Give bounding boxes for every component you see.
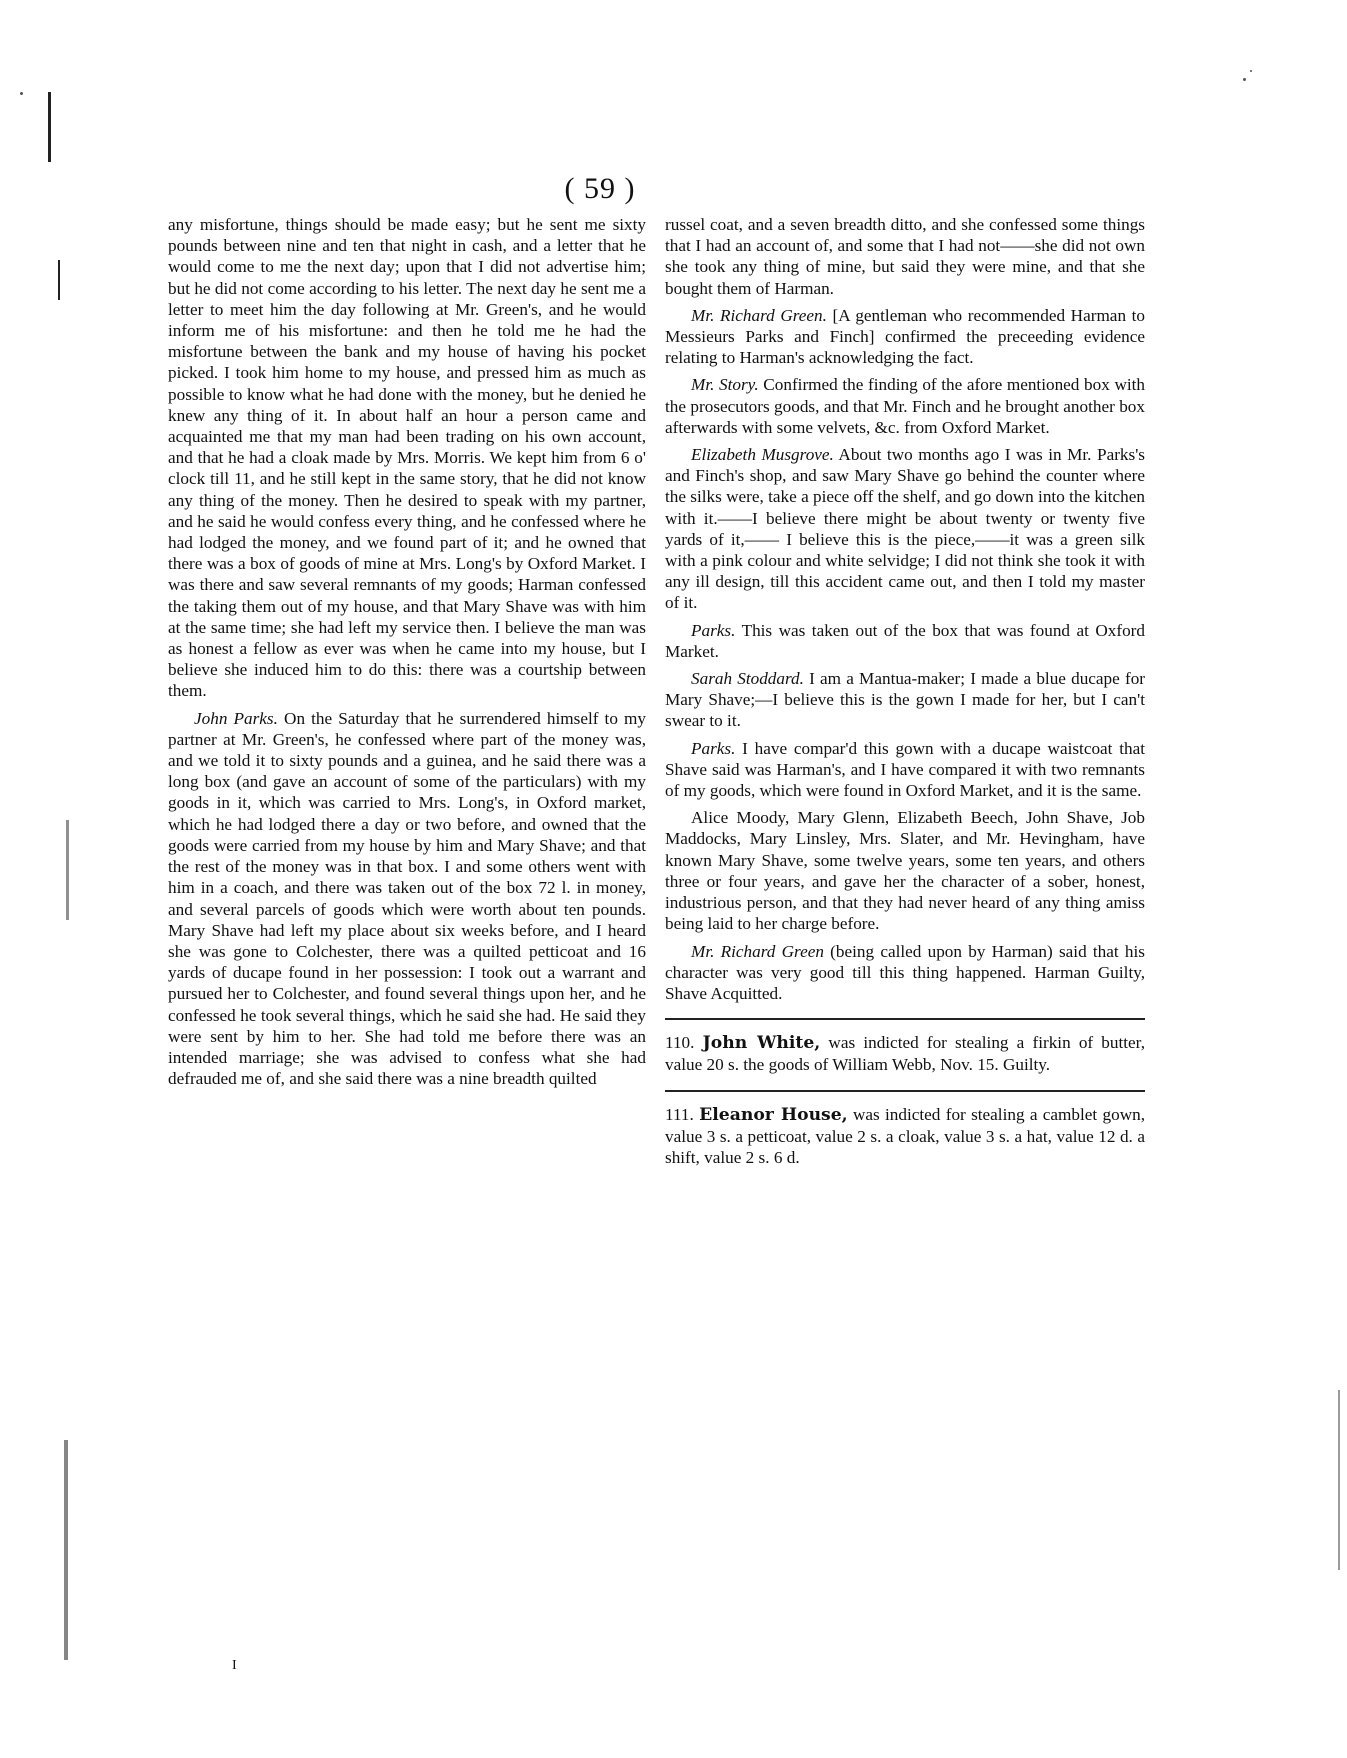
testimony-text: I am a Mantua-maker; I made a blue ducape for Mary Shave;—I believe this is the gown I made for her, but I can't swear to it. xyxy=(665,669,1146,731)
right-column xyxy=(665,214,1145,1168)
testimony-text: Alice Moody, Mary Glenn, Elizabeth Beech, John Shave, Job Maddocks, Mary Linsley, Mrs. Slater, and Mr. Hevingham, have known Mary Shave, some twelve years, some ten years, and others three or four years, and gave her the character of a sober, honest, industrious person, and that they had never heard of any thing amiss being laid to her charge before. xyxy=(665,808,1145,934)
paragraph-richard-green xyxy=(665,305,1145,369)
paragraph-parks-1 xyxy=(665,620,1145,662)
margin-ink-mark xyxy=(1338,1390,1340,1570)
margin-ink-mark xyxy=(64,1440,68,1660)
testimony-text: On the Saturday that he surrendered himself to my partner at Mr. Green's, he confessed where part of the money was, and we told it to sixty pounds and a guinea, and he said there was a long box (and gave an account of some of the particulars) with my goods in it, which was carried to Mrs. Long's, in Oxford market, which he had lodged there a day or two before, and owned that the goods were carried from my house by him and Mary Shave; and that the rest of the money was in that box. I and some others went with him in a coach, and there was taken out of the box 72 l. in money, and several parcels of goods which were worth about ten pounds. Mary Shave had left my place about six weeks before, and I heard she was gone to Colchester, there was a quilted petticoat and 16 yards of ducape found in her possession: I took out a warrant and pursued her to Colchester, and found several things upon her, and he confessed he took several things, which he said she had. He said they were sent by him to her. She had told me before there was an intended marriage; she was advised to confess what she had defrauded me of, and she said there was a nine breadth quilted xyxy=(168,708,646,1089)
paragraph-story xyxy=(665,374,1145,438)
speaker-name: Elizabeth Musgrove. xyxy=(691,445,834,465)
testimony-text: [A gentleman who recommended Harman to Messieurs Parks and Finch] confirmed the preceeding evidence relating to Harman's acknowledging the fact. xyxy=(665,305,1145,368)
testimony-text: (being called upon by Harman) said that his character was very good till this thing happened. Harman Guilty, Shave Acquitted. xyxy=(665,941,1145,1003)
testimony-text: About two months ago I was in Mr. Parks's and Finch's shop, and saw Mary Shave go behind the counter where the silks were, take a piece off the shelf, and go down into the kitchen with it.——I believe there might be about twenty or twenty five yards of it,—— I believe this is the piece,——it was a green silk with a pink colour and white selvidge; I did not think she took it with any ill design, till this accident came out, and then I told my master of it. xyxy=(665,445,1145,613)
paragraph-parks-2 xyxy=(665,738,1145,802)
paragraph-elizabeth-musgrove xyxy=(665,444,1145,614)
scan-speck xyxy=(1250,70,1252,72)
left-column xyxy=(168,214,646,1089)
paragraph-sarah-stoddard xyxy=(665,668,1145,732)
testimony-text: This was taken out of the box that was found at Oxford Market. xyxy=(665,620,1145,661)
margin-ink-mark xyxy=(66,820,69,920)
signature-mark: I xyxy=(232,1658,237,1673)
scan-speck xyxy=(20,92,23,95)
speaker-name: Parks. xyxy=(691,620,736,640)
left-paragraph-john-parks xyxy=(168,708,646,1090)
case-110 xyxy=(665,1032,1145,1075)
case-text: was indicted for stealing a firkin of butter, value 20 s. the goods of William Webb, Nov. 15. Guilty. xyxy=(665,1033,1146,1075)
speaker-name: Mr. Richard Green xyxy=(691,941,824,961)
section-divider xyxy=(665,1018,1145,1020)
paragraph-character-witnesses xyxy=(665,807,1145,934)
right-paragraph-continuation: russel coat, and a seven breadth ditto, and she confessed some things that I had an account of, and some that I had not——she did not own she took any thing of mine, but said they were mine, and that she bought them of Harman. xyxy=(665,215,1145,298)
left-paragraph-continuation: any misfortune, things should be made easy; but he sent me sixty pounds between nine and ten that night in cash, and a letter that he would come to me the next day; upon that I did not advertise him; but he did not come according to his letter. The next day he sent me a letter to meet him the day following at Mr. Green's, and he would inform me of his misfortune: and then he told me he had the misfortune between the bank and my house of having his pocket picked. I took him home to my house, and pressed him as much as possible to know what he had done with the money, but he denied he knew any thing of it. In about half an hour a person came and acquainted me that my man had been trading on his own account, and that he had a cloak made by Mrs. Morris. We kept him from 6 o' clock till 11, and he still kept in the same story, that he did not know any thing of the money. Then he desired to speak with my partner, and he said he would confess every thing, and he confessed where he had lodged the money, and we found part of it; and he owned that there was a box of goods of mine at Mrs. Long's by Oxford Market. I was there and saw several remnants of my goods; Harman confessed the taking them out of my house, and that Mary Shave was with him at the same time; she had left my service then. I believe the man was as honest a fellow as ever was when he came into my house, but I believe she induced him to do this: there was a courtship between them. xyxy=(168,215,646,701)
margin-ink-mark xyxy=(48,92,51,162)
speaker-name: Mr. Richard Green. xyxy=(691,305,827,325)
page-number: ( 59 ) xyxy=(564,172,636,205)
case-111 xyxy=(665,1104,1145,1169)
section-divider xyxy=(665,1090,1145,1092)
paragraph-verdict xyxy=(665,941,1145,1005)
margin-ink-mark xyxy=(58,260,60,300)
testimony-text: I have compar'd this gown with a ducape waistcoat that Shave said was Harman's, and I have compared it with two remnants of my goods, which were found in Oxford Market, and it is the same. xyxy=(665,738,1145,801)
defendant-name: Eleanor House, xyxy=(699,1104,848,1125)
defendant-name: John White, xyxy=(702,1033,821,1054)
speaker-name: Parks. xyxy=(691,738,736,758)
speaker-name: Sarah Stoddard. xyxy=(691,669,804,689)
scan-speck xyxy=(1243,78,1246,81)
speaker-name: Mr. Story. xyxy=(691,375,759,395)
case-number: 111. xyxy=(665,1104,694,1124)
case-text: was indicted for stealing a camblet gown, value 3 s. a petticoat, value 2 s. a cloak, value 3 s. a hat, value 12 d. a shift, value 2 s. 6 d. xyxy=(665,1104,1146,1167)
case-number: 110. xyxy=(665,1033,695,1053)
testimony-text: Confirmed the finding of the afore mentioned box with the prosecutors goods, and that Mr. Finch and he brought another box afterwards with some velvets, &c. from Oxford Market. xyxy=(665,375,1145,437)
speaker-name: John Parks. xyxy=(194,708,278,728)
